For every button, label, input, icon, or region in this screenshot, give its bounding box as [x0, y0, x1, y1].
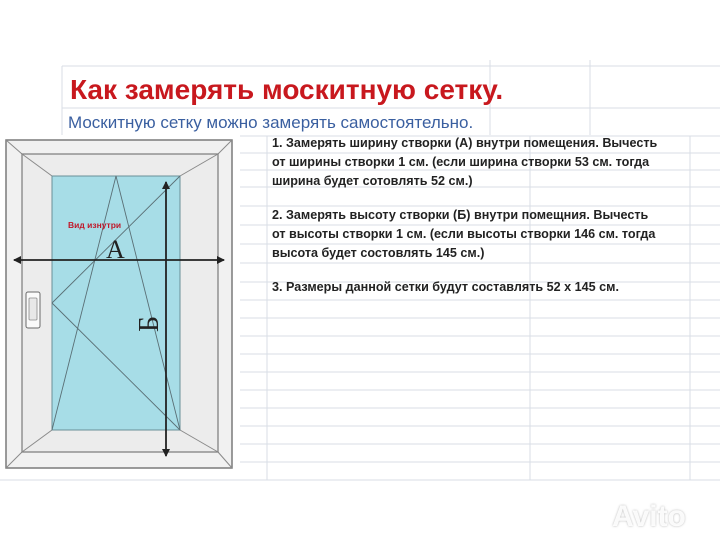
window-handle — [26, 292, 40, 328]
page-title: Как замерять москитную сетку. — [70, 74, 504, 105]
step-2-line-3: высота будет состовлять 145 см.) — [272, 246, 485, 260]
step-2-line-2: от высоты створки 1 см. (если высоты створки 146 см. тогда — [272, 227, 656, 241]
step-3-line-1: 3. Размеры данной сетки будут составлять 52 х 145 см. — [272, 280, 619, 294]
step-1-line-1: 1. Замерять ширину створки (А) внутри помещения. Вычесть — [272, 136, 658, 150]
window-glass — [52, 176, 180, 430]
step-1-line-3: ширина будет сотовлять 52 см.) — [272, 174, 473, 188]
view-label: Вид изнутри — [68, 220, 122, 230]
step-2-line-1: 2. Замерять высоту створки (Б) внутри помещния. Вычесть — [272, 208, 649, 222]
width-label: А — [106, 235, 125, 264]
step-1-line-2: от ширины створки 1 см. (если ширина створки 53 см. тогда — [272, 155, 650, 169]
page-subtitle: Москитную сетку можно замерять самостоятельно. — [68, 113, 474, 132]
height-label: Б — [134, 315, 165, 332]
avito-watermark: Avito — [612, 500, 686, 533]
